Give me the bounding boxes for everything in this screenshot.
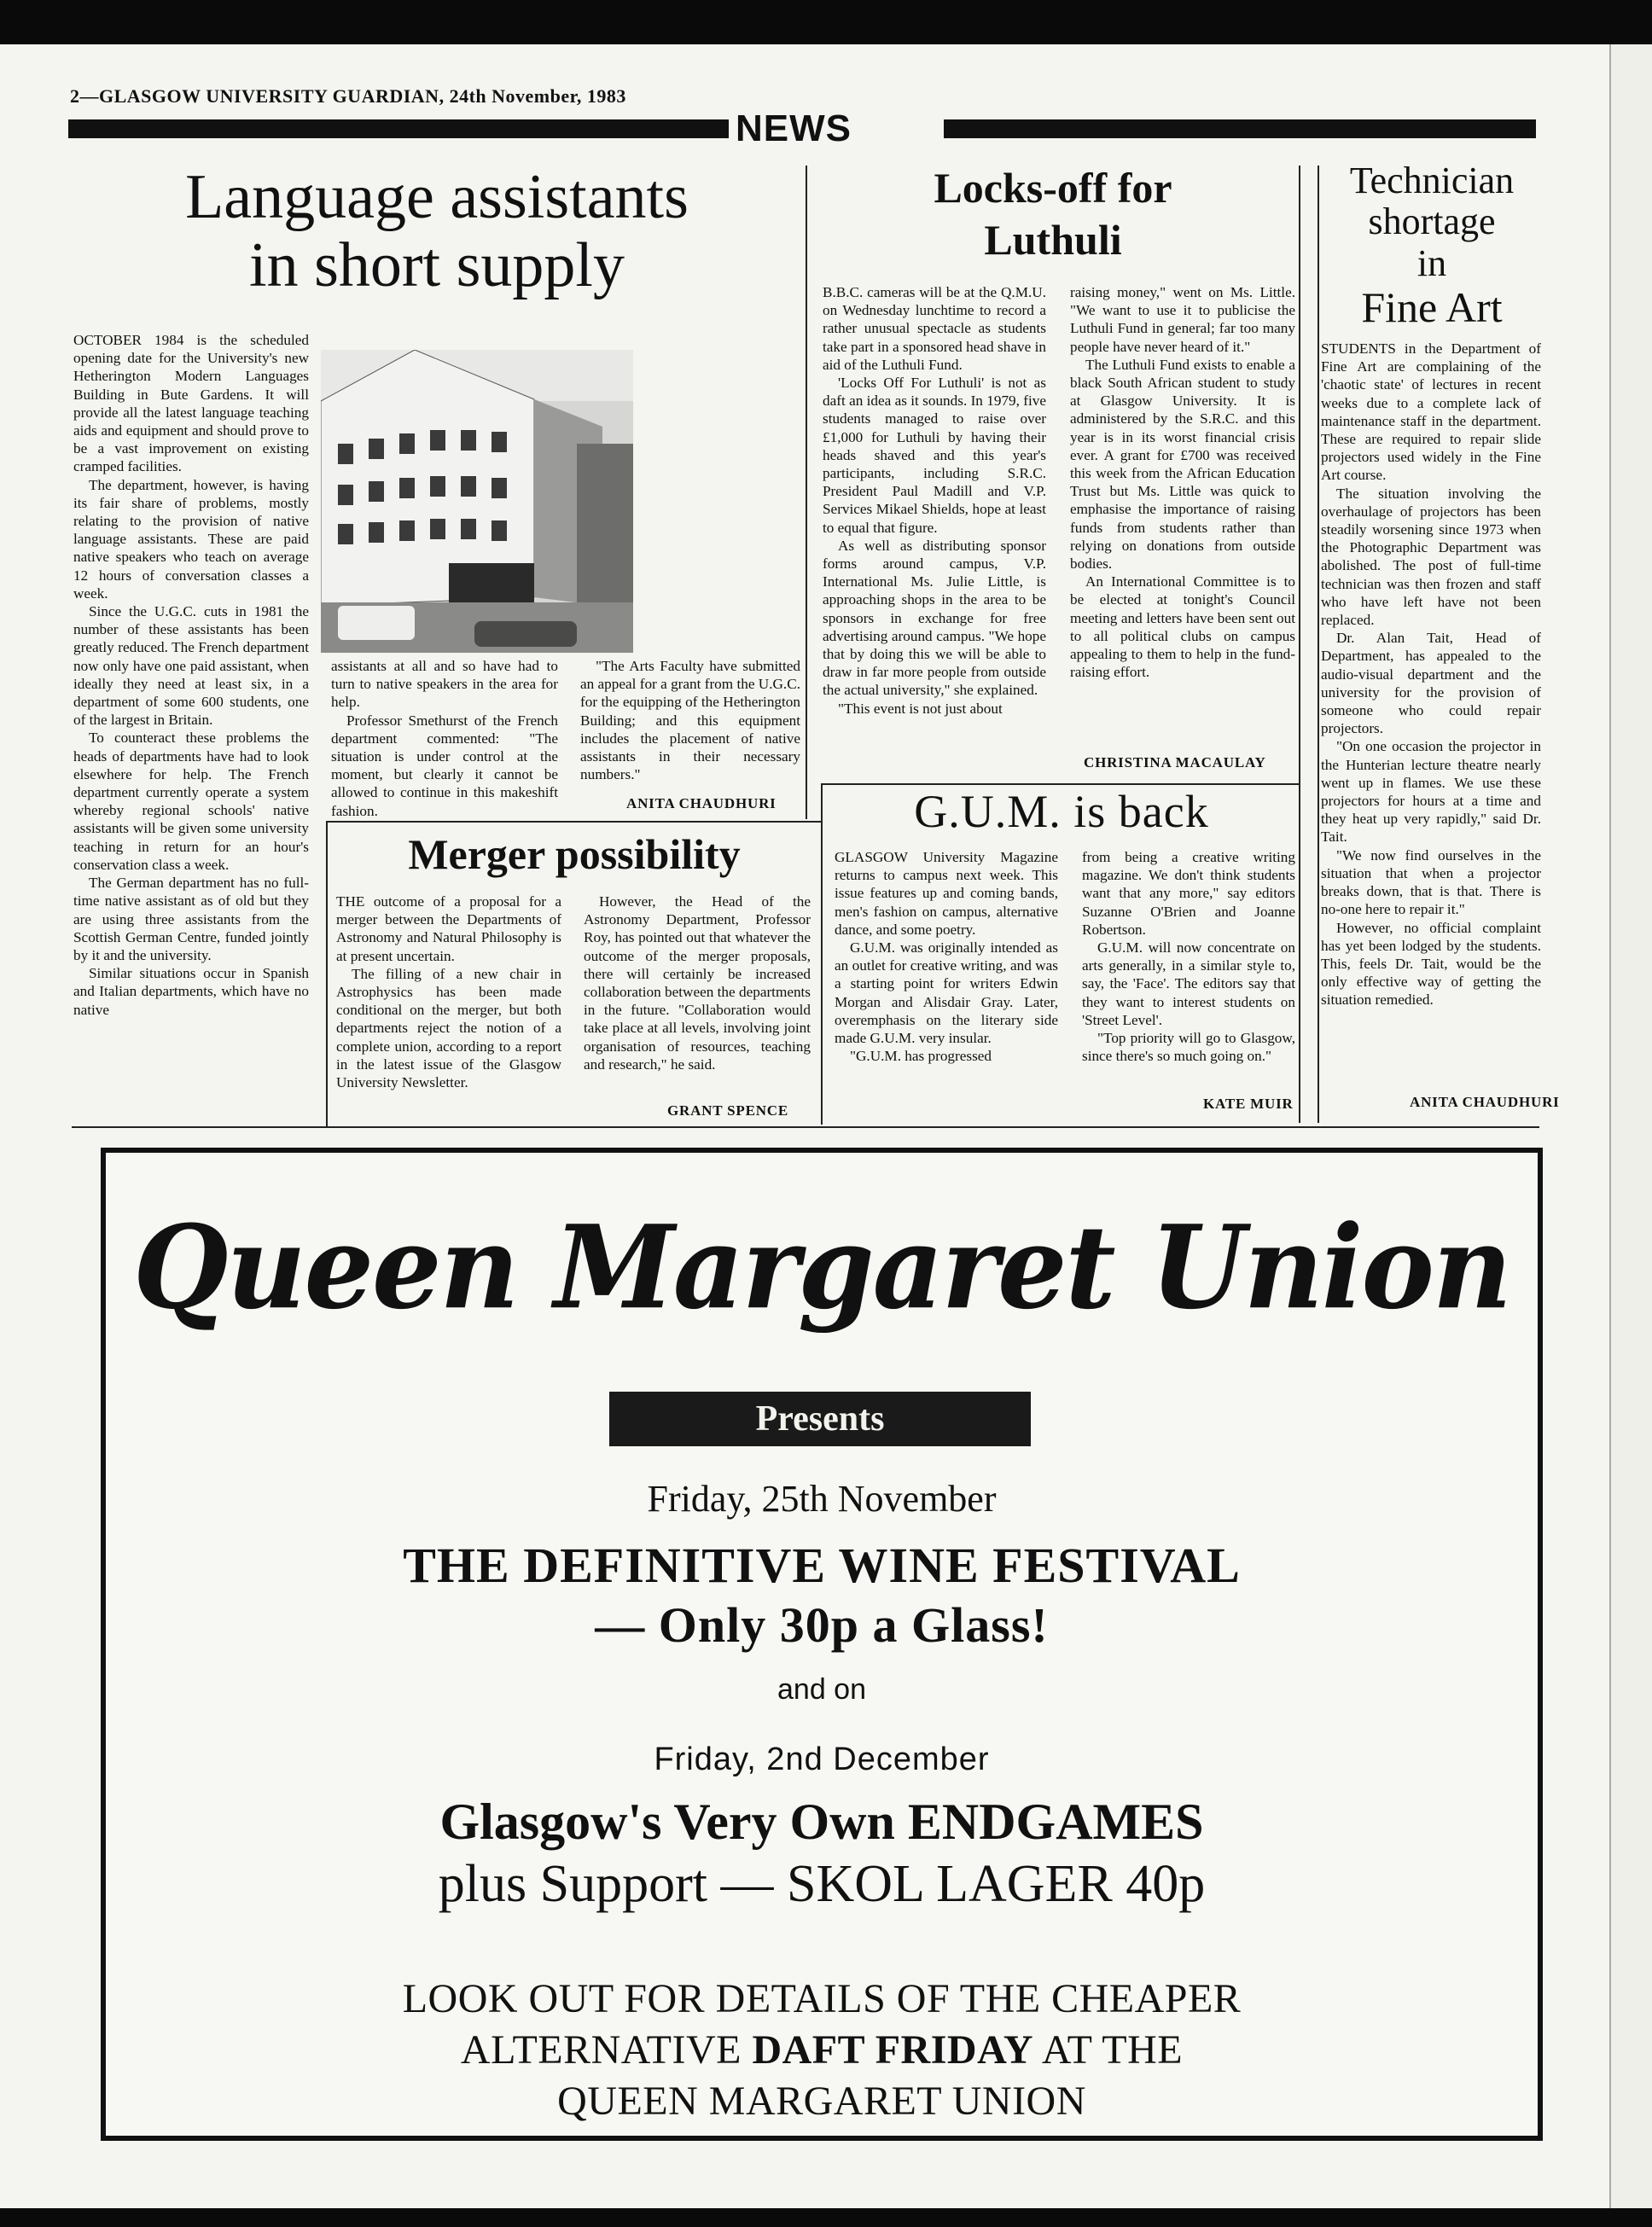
section-bar-rule-left [68,119,729,138]
language-story-col1 [73,331,309,1019]
language-story-col2 [331,657,558,820]
advert-daft-friday: DAFT FRIDAY [752,2027,1033,2073]
technician-story-body [1321,340,1541,1009]
paragraph: OCTOBER 1984 is the scheduled opening date for the University's new Hetherington Modern Languages Building in Bute Gardens. It will provide all the latest language teaching aids and equipment and should prove to be a vast improvement on existing cramped facilities. [73,332,309,475]
paragraph: "G.U.M. has progressed [850,1048,992,1065]
paragraph: However, no official complaint has yet been lodged by the students. This, feels Dr. Tait, would be the only effective way of getting the situation remedied. [1321,919,1541,1009]
column-rule [806,166,807,819]
advert-event-2-title: Glasgow's Very Own ENDGAMES [439,1794,1204,1850]
paragraph: The German department has no full-time native assistant as of old but they are using three assistants from the Scottish German Centre, funded jointly by it and the university. [73,875,309,963]
section-bar [68,108,1536,149]
technician-story-headline [1319,160,1544,331]
advert-event-1-title: THE DEFINITIVE WINE FESTIVAL [403,1538,1241,1593]
paragraph: To counteract these problems the heads of departments have had to look elsewhere for help. The French department currently operate a system whereby regional schools' native assistants will be given some university teaching in return for an hour's conservation class a week. [73,730,309,873]
paragraph: The situation involving the overhaulage of projectors has been steadily worsening since 1973 when the Photographic Department was abolished. The post of full-time technician was then frozen and staff who have left have not been replaced. [1321,485,1541,629]
paragraph: The filling of a new chair in Astrophysics has been made conditional on the merger, but both departments reject the notion of a complete union, according to a report in the latest issue of the Glasgow University Newsletter. [336,965,561,1091]
advert-lookout-text: AT THE [1032,2027,1184,2073]
language-story-byline: ANITA CHAUDHURI [626,795,777,811]
paragraph: "Top priority will go to Glasgow, since there's so much going on." [1082,1030,1295,1065]
paragraph: Professor Smethurst of the French department commented: "The situation is under control at the moment, but clearly it cannot be allowed to continue in this makeshift fashion. [331,712,558,819]
advert-lookout-line: QUEEN MARGARET UNION [557,2079,1086,2124]
paragraph: "The Arts Faculty have submitted an appeal for a grant from the U.G.C. for the equipping of the Hetherington Building; and this equipment includes the placement of native assistants in their necessary numbers." [580,658,800,783]
headline-line: shortage [1368,201,1496,243]
advert-date-2: Friday, 2nd December [654,1741,990,1777]
page-left-margin [0,44,41,2227]
luthuli-story-headline [809,162,1297,266]
headline-line: Locks-off for [934,164,1172,212]
paragraph: G.U.M. will now concentrate on arts generally, in a similar style to, say, the 'Face'. The editors say that they want to interest students on 'Street Level'. [1082,939,1295,1028]
gum-story-col1 [835,848,1058,1065]
page-top-border [0,0,1652,44]
luthuli-story-byline: CHRISTINA MACAULAY [1084,754,1266,770]
paragraph: "We now find ourselves in the situation that when a projector breaks down, that is that. There is no-one here to repair it." [1321,846,1541,918]
story-rule [821,783,1300,785]
paragraph: As well as distributing sponsor forms around campus, V.P. International Ms. Julie Little, is approaching shops in the area to be sponsors in exchange for free advertising around campus. "We hope that by doing this we will be able to draw in far more people from outside the actual university," she explained. [823,537,1046,699]
advert-date-1: Friday, 25th November [647,1478,997,1520]
paragraph: 'Locks Off For Luthuli' is not as daft an idea as it sounds. In 1979, five students managed to raise over £1,000 for Luthuli by having their heads shaved and this year's participants, including S.R.C. President Paul Madill and V.P. Services Mikael Shields, hope at least to equal that figure. [823,375,1046,536]
section-bar-rule-right [944,119,1536,138]
gum-story-headline: G.U.M. is back [914,786,1209,837]
advert-presents-banner: Presents [609,1392,1031,1446]
headline-line: Fine Art [1361,283,1503,332]
paragraph: THE outcome of a proposal for a merger between the Departments of Astronomy and Natural Philosophy is at present uncertain. [336,893,561,964]
paragraph: GLASGOW University Magazine returns to campus next week. This issue features up and coming bands, men's fashion on campus, alternative dance, and some poetry. [835,849,1058,938]
advert-event-1-price: — Only 30p a Glass! [595,1597,1049,1653]
paragraph: from being a creative writing magazine. We don't think students want that any more," say editors Suzanne O'Brien and Joanne Robertson. [1082,849,1295,938]
advert-lookout-line [106,2025,1538,2076]
language-story-col3 [580,657,800,783]
page-bottom-border [0,2208,1652,2227]
luthuli-story-col2 [1070,283,1295,681]
paragraph: An International Committee is to be elected at tonight's Council meeting and letters have been sent out to all political clubs on campus appealing to them to help in the fund-raising effort. [1070,573,1295,681]
advert-lookout-line: LOOK OUT FOR DETAILS OF THE CHEAPER [402,1976,1242,2021]
headline-line: in [1416,241,1447,284]
headline-line: Luthuli [984,216,1122,264]
page-right-margin [1609,44,1652,2227]
paragraph: B.B.C. cameras will be at the Q.M.U. on Wednesday lunchtime to record a rather unusual spectacle as students take part in a sponsored head shave in aid of the Luthuli Fund. [823,284,1046,373]
paragraph: Dr. Alan Tait, Head of Department, has appealed to the audio-visual department and the university for the provision of someone who could repair projectors. [1321,630,1541,737]
merger-story-byline: GRANT SPENCE [667,1102,789,1119]
language-story-headline [72,164,802,300]
paragraph: STUDENTS in the Department of Fine Art are complaining of the 'chaotic state' of lectures in recent weeks due to a complete lack of maintenance staff in the department. These are required to repair slide projectors used widely in the Fine Art course. [1321,340,1541,484]
paragraph: Similar situations occur in Spanish and Italian departments, which have no native [73,965,309,1018]
advert-event-2-support: plus Support — SKOL LAGER 40p [438,1855,1206,1913]
building-photo [321,350,633,653]
paragraph: Since the U.G.C. cuts in 1981 the number of these assistants has been greatly reduced. The French department now only have one paid assistant, when ideally they need at least six, in a department of some 600 students, one of the largest in Britain. [73,603,309,729]
masthead: 2—GLASGOW UNIVERSITY GUARDIAN, 24th November, 1983 [70,85,626,107]
paragraph: G.U.M. was originally intended as an outlet for creative writing, and was a starting point for writers Edwin Morgan and Alisdair Gray. Later, overemphasis on the literary side made G.U.M. very insular. [835,939,1058,1047]
headline-line: Language assistants [185,162,689,232]
technician-story-byline: ANITA CHAUDHURI [1410,1094,1560,1110]
advert-brand-logo: Queen Margaret Union [133,1201,1510,1335]
paragraph: "On one occasion the projector in the Hunterian lecture theatre nearly went up in flames. We use these projectors for hours at a time and they heat up very rapidly," said Dr. Tait. [1321,738,1541,846]
paragraph: "This event is not just about [838,700,1003,717]
paragraph: However, the Head of the Astronomy Department, Professor Roy, has pointed out that whatever the outcome of the merger proposals, there will certainly be increased collaboration between the departments in the future. "Collaboration would take place at all levels, involving joint organisation of resources, teaching and research," he said. [584,893,811,1073]
luthuli-story-col1 [823,283,1046,718]
story-rule [326,821,821,823]
headline-line: Technician [1349,160,1515,201]
column-rule [1299,166,1300,1123]
paragraph: The department, however, is having its fair share of problems, mostly relating to the provision of native language assistants. These are paid native speakers who teach on average 12 hours of conversation classes a week. [73,476,309,602]
building-photo-image [321,350,633,653]
paragraph: assistants at all and so have had to turn to native speakers in the area for help. [331,658,558,711]
paragraph: The Luthuli Fund exists to enable a black South African student to study at Glasgow University. It is administered by the S.R.C. and this year is in its worst financial crisis ever. A grant for £700 was received this week from the African Education Trust but Ms. Little was quick to emphasise the importance of raising funds from students rather than relying on donations from outside bodies. [1070,356,1295,573]
merger-story-col2 [584,893,811,1073]
gum-story-col2 [1082,848,1295,1065]
column-rule [821,783,823,1125]
merger-story-col1 [336,893,561,1091]
advert-and-on: and on [777,1673,866,1706]
story-rule [72,1126,1539,1128]
qmu-advert [101,1148,1543,2141]
merger-story-headline: Merger possibility [408,830,741,878]
gum-story-byline: KATE MUIR [1203,1096,1294,1112]
section-label: NEWS [736,108,852,149]
headline-line: in short supply [249,230,625,300]
advert-lookout [106,1974,1538,2127]
advert-lookout-text: ALTERNATIVE [460,2027,753,2073]
paragraph: raising money," went on Ms. Little. "We want to use it to publicise the Luthuli Fund in general; far too many people have never heard of it." [1070,284,1295,355]
